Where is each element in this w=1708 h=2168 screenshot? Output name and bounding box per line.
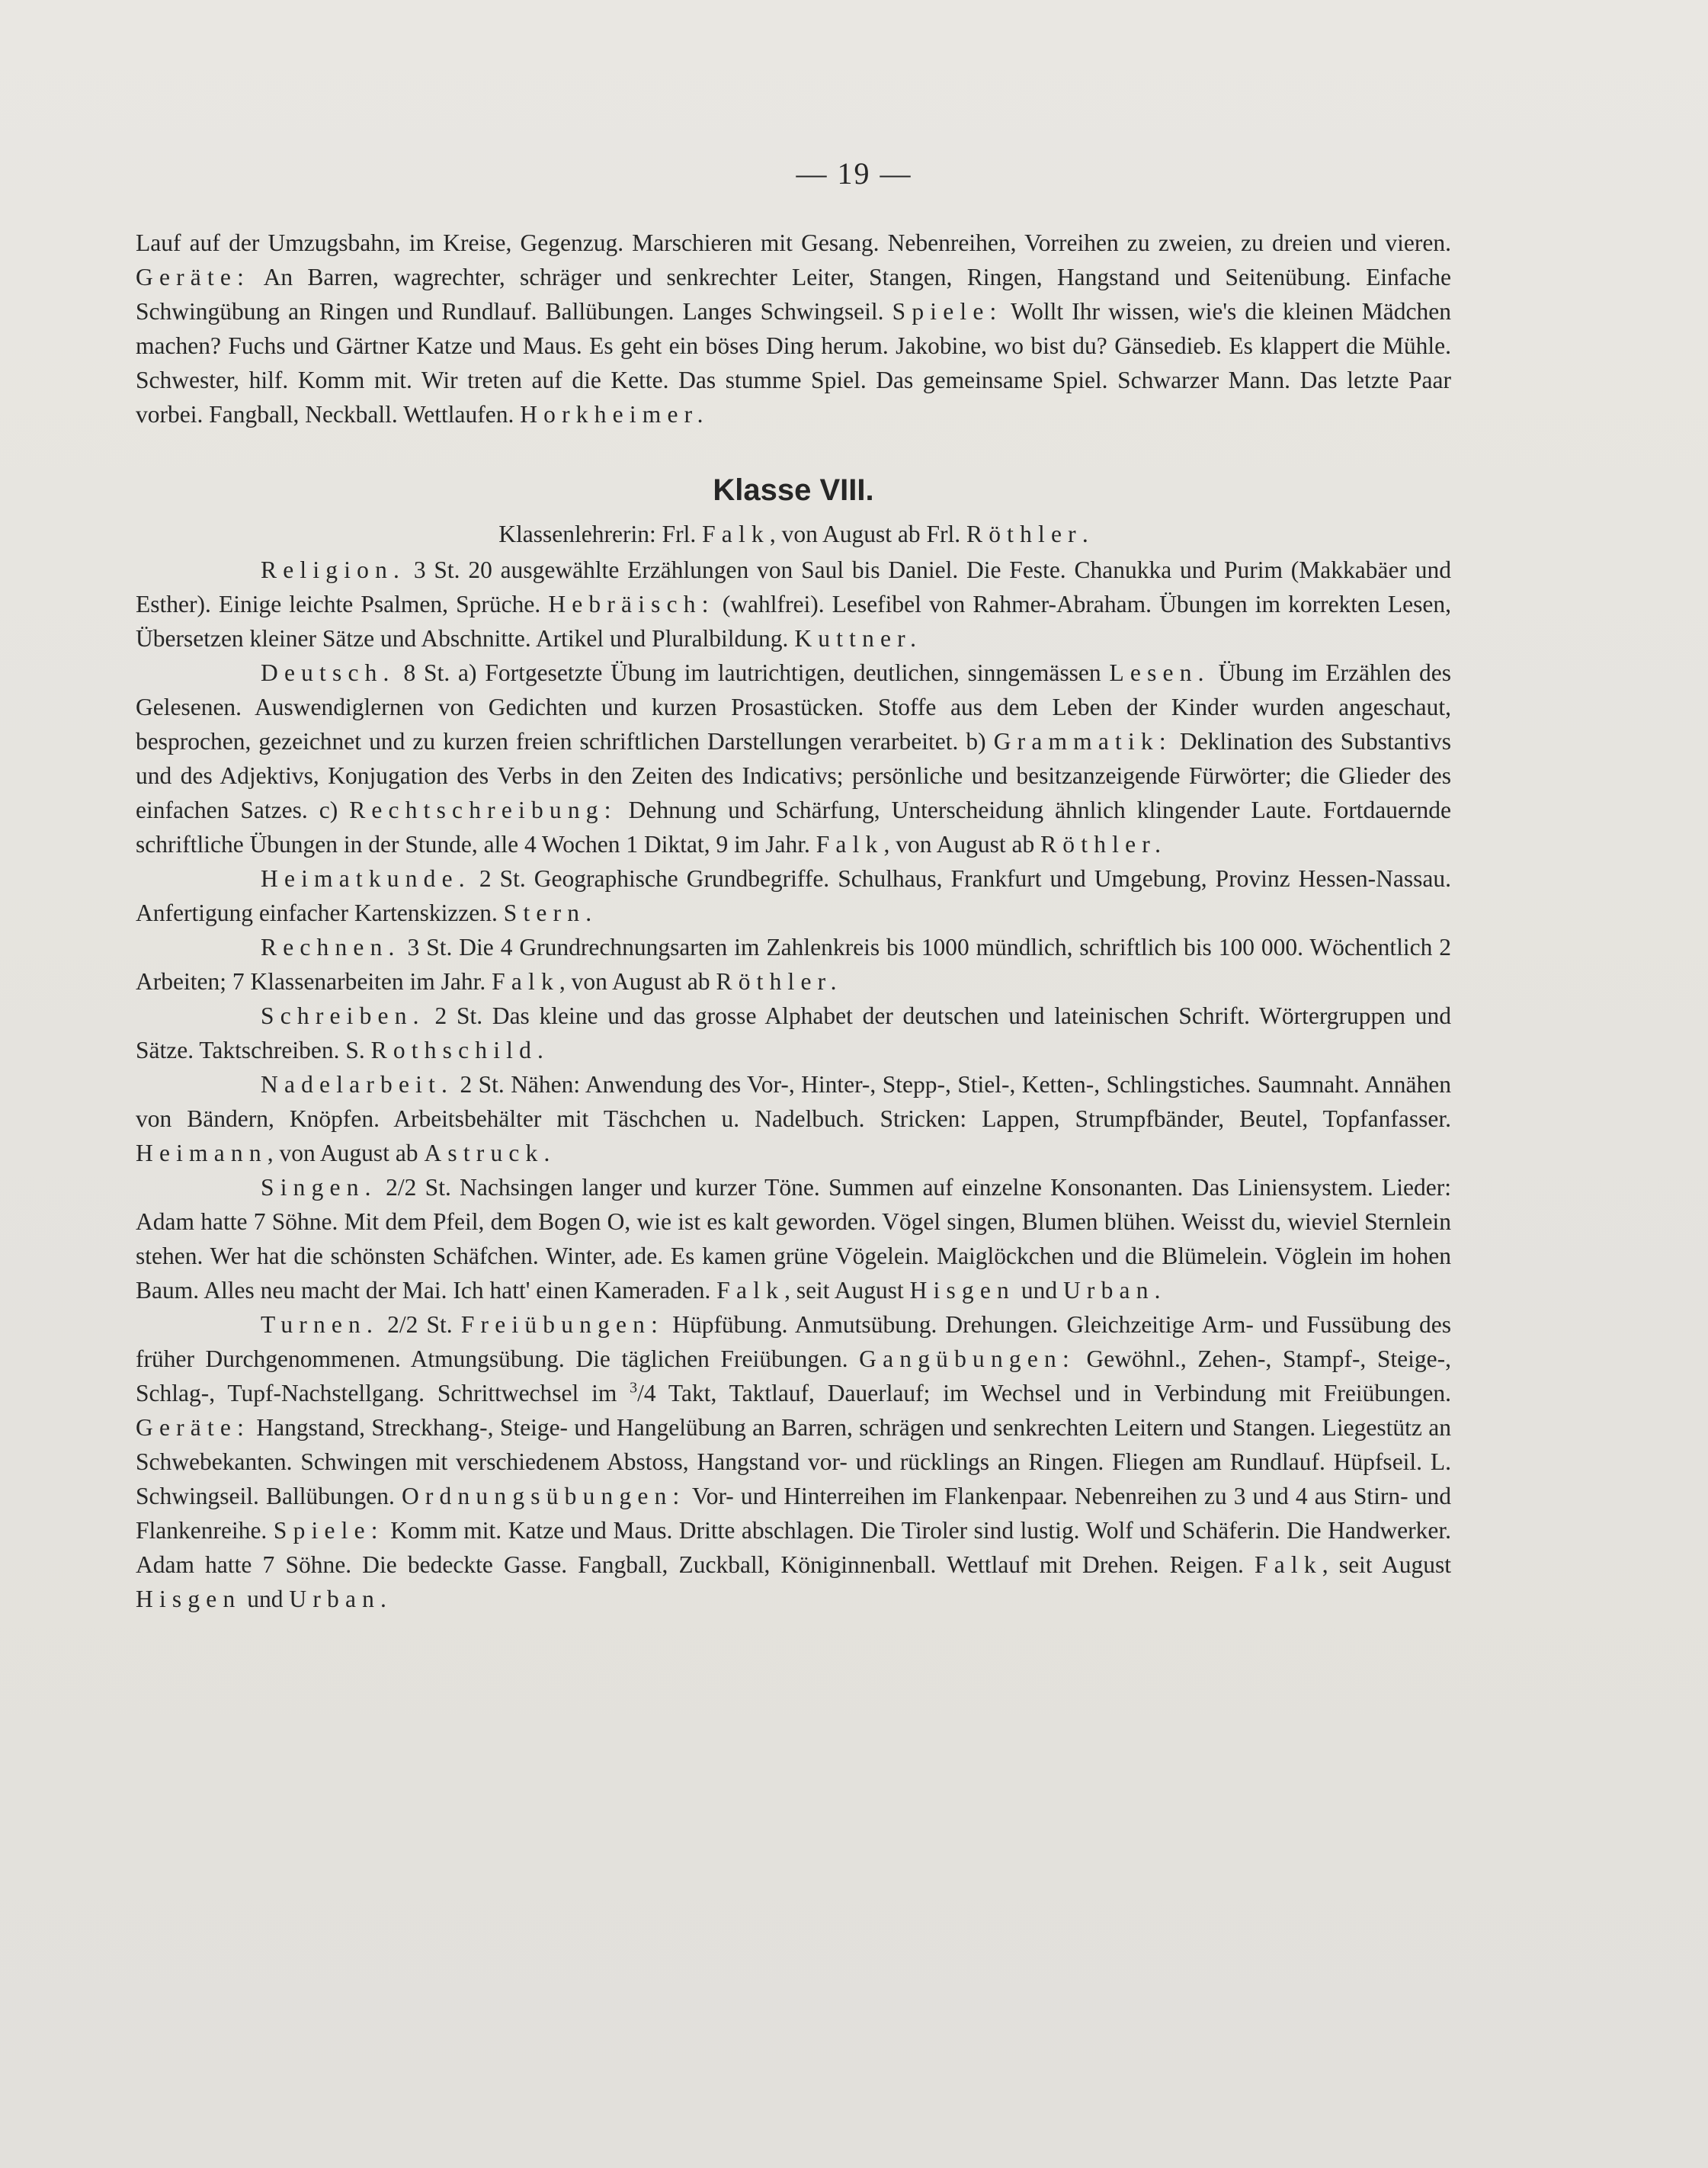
subject-religion: Religion. 3 St. 20 ausgewählte Erzählungen von Saul bis Daniel. Die Feste. Chanukka und Purim (Makkabäer und Esther). Einige leichte Psalmen, Sprüche. Hebräisch: (wahlfrei). Lesefibel von Rahmer-Abraham. Übungen im korrekten Lesen, Übersetzen kleiner Sätze und Abschnitte. Artikel und Pluralbildung. Kuttner. <box>136 556 1451 652</box>
page-number: — 19 — <box>796 156 912 191</box>
teacher-name: Horkheimer. <box>520 401 710 428</box>
class-teacher-line: Klassenlehrerin: Frl. Falk, von August ab Frl. Röthler. <box>498 521 1088 547</box>
subject-nadelarbeit: Nadelarbeit. 2 St. Nähen: Anwendung des Vor-, Hinter-, Stepp-, Stiel-, Ketten-, Schlingstiches. Saumnaht. Annähen von Bändern, Knöpfen. Arbeitsbehälter mit Täschchen u. Nadelbuch. Stricken: Lappen, Strumpfbänder, Beutel, Topfanfasser. Heimann, von August ab Astruck. <box>136 1071 1451 1166</box>
page-content <box>136 226 1451 1616</box>
subject-schreiben: Schreiben. 2 St. Das kleine und das grosse Alphabet der deutschen und lateinischen Schrift. Wörtergruppen und Sätze. Taktschreiben. S. Rothschild. <box>136 1002 1451 1063</box>
subject-heimatkunde: Heimatkunde. 2 St. Geographische Grundbegriffe. Schulhaus, Frankfurt und Umgebung, Provinz Hessen-Nassau. Anfertigung einfacher Kartenskizzen. Stern. <box>136 865 1451 926</box>
section-title: Klasse VIII. <box>713 473 874 507</box>
intro-paragraph: Lauf auf der Umzugsbahn, im Kreise, Gegenzug. Marschieren mit Gesang. Nebenreihen, Vorreihen zu zweien, zu dreien und vieren. Geräte: An Barren, wagrechter, schräger und senkrechter Leiter, Stangen, Ringen, Hangstand und Seitenübung. Einfache Schwingübung an Ringen und Rundlauf. Ballübungen. Langes Schwingseil. Spiele: Wollt Ihr wissen, wie's die kleinen Mädchen machen? Fuchs und Gärtner Katze und Maus. Es geht ein böses Ding herum. Jakobine, wo bist du? Gänsedieb. Es klappert die Mühle. Schwester, hilf. Komm mit. Wir treten auf die Kette. Das stumme Spiel. Das gemeinsame Spiel. Schwarzer Mann. Das letzte Paar vorbei. Fangball, Neckball. Wettlaufen. Horkheimer. <box>136 229 1451 428</box>
subject-rechnen: Rechnen. 3 St. Die 4 Grundrechnungsarten im Zahlenkreis bis 1000 mündlich, schriftlich bis 100 000. Wöchentlich 2 Arbeiten; 7 Klassenarbeiten im Jahr. Falk, von August ab Röthler. <box>136 934 1451 995</box>
subject-deutsch: Deutsch. 8 St. a) Fortgesetzte Übung im lautrichtigen, deutlichen, sinngemässen Lesen. Übung im Erzählen des Gelesenen. Auswendiglernen von Gedichten und kurzen Prosastücken. Stoffe aus dem Leben der Kinder wurden angeschaut, besprochen, gezeichnet und zu kurzen freien schriftlichen Darstellungen verarbeitet. b) Grammatik: Deklination des Substantivs und des Adjektivs, Konjugation des Verbs in den Zeiten des Indicativs; persönliche und besitzanzeigende Fürwörter; die Glieder des einfachen Satzes. c) Rechtschreibung: Dehnung und Schärfung, Unterscheidung ähnlich klingender Laute. Fortdauernde schriftliche Übungen in der Stunde, alle 4 Wochen 1 Diktat, 9 im Jahr. Falk, von August ab Röthler. <box>136 659 1451 858</box>
subject-singen: Singen. 2/2 St. Nachsingen langer und kurzer Töne. Summen auf einzelne Konsonanten. Das Liniensystem. Lieder: Adam hatte 7 Söhne. Mit dem Pfeil, dem Bogen O, wie ist es kalt geworden. Vögel singen, Blumen blühen. Weisst du, wieviel Sternlein stehen. Wer hat die schönsten Schäfchen. Winter, ade. Es kamen grüne Vögelein. Maiglöckchen und die Blümelein. Vöglein im hohen Baum. Alles neu macht der Mai. Ich hatt' einen Kameraden. Falk, seit August Hisgen und Urban. <box>136 1174 1451 1304</box>
subject-turnen: Turnen. 2/2 St. Freiübungen: Hüpfübung. Anmutsübung. Drehungen. Gleichzeitige Arm- und Fussübung des früher Durchgenommenen. Atmungsübung. Die täglichen Freiübungen. Gangübungen: Gewöhnl., Zehen-, Stampf-, Steige-, Schlag-, Tupf-Nachstellgang. Schrittwechsel im $^3$/4 Takt, Taktlauf, Dauerlauf; im Wechsel und in Verbindung mit Freiübungen. Geräte: Hangstand, Streckhang-, Steige- und Hangelübung an Barren, schrägen und senkrechten Leitern und Stangen. Liegestütz an Schwebekanten. Schwingen mit verschiedenem Abstoss, Hangstand vor- und rücklings an Ringen. Fliegen am Rundlauf. Hüpfseil. L. Schwingseil. Ballübungen. Ordnungsübungen: Vor- und Hinterreihen im Flankenpaar. Nebenreihen zu 3 und 4 aus Stirn- und Flankenreihe. Spiele: Komm mit. Katze und Maus. Dritte abschlagen. Die Tiroler sind lustig. Wolf und Schäferin. Die Handwerker. Adam hatte 7 Söhne. Die bedeckte Gasse. Fangball, Zuckball, Königinnenball. Wettlauf mit Drehen. Reigen. Falk, seit August Hisgen und Urban. <box>136 1311 1452 1612</box>
